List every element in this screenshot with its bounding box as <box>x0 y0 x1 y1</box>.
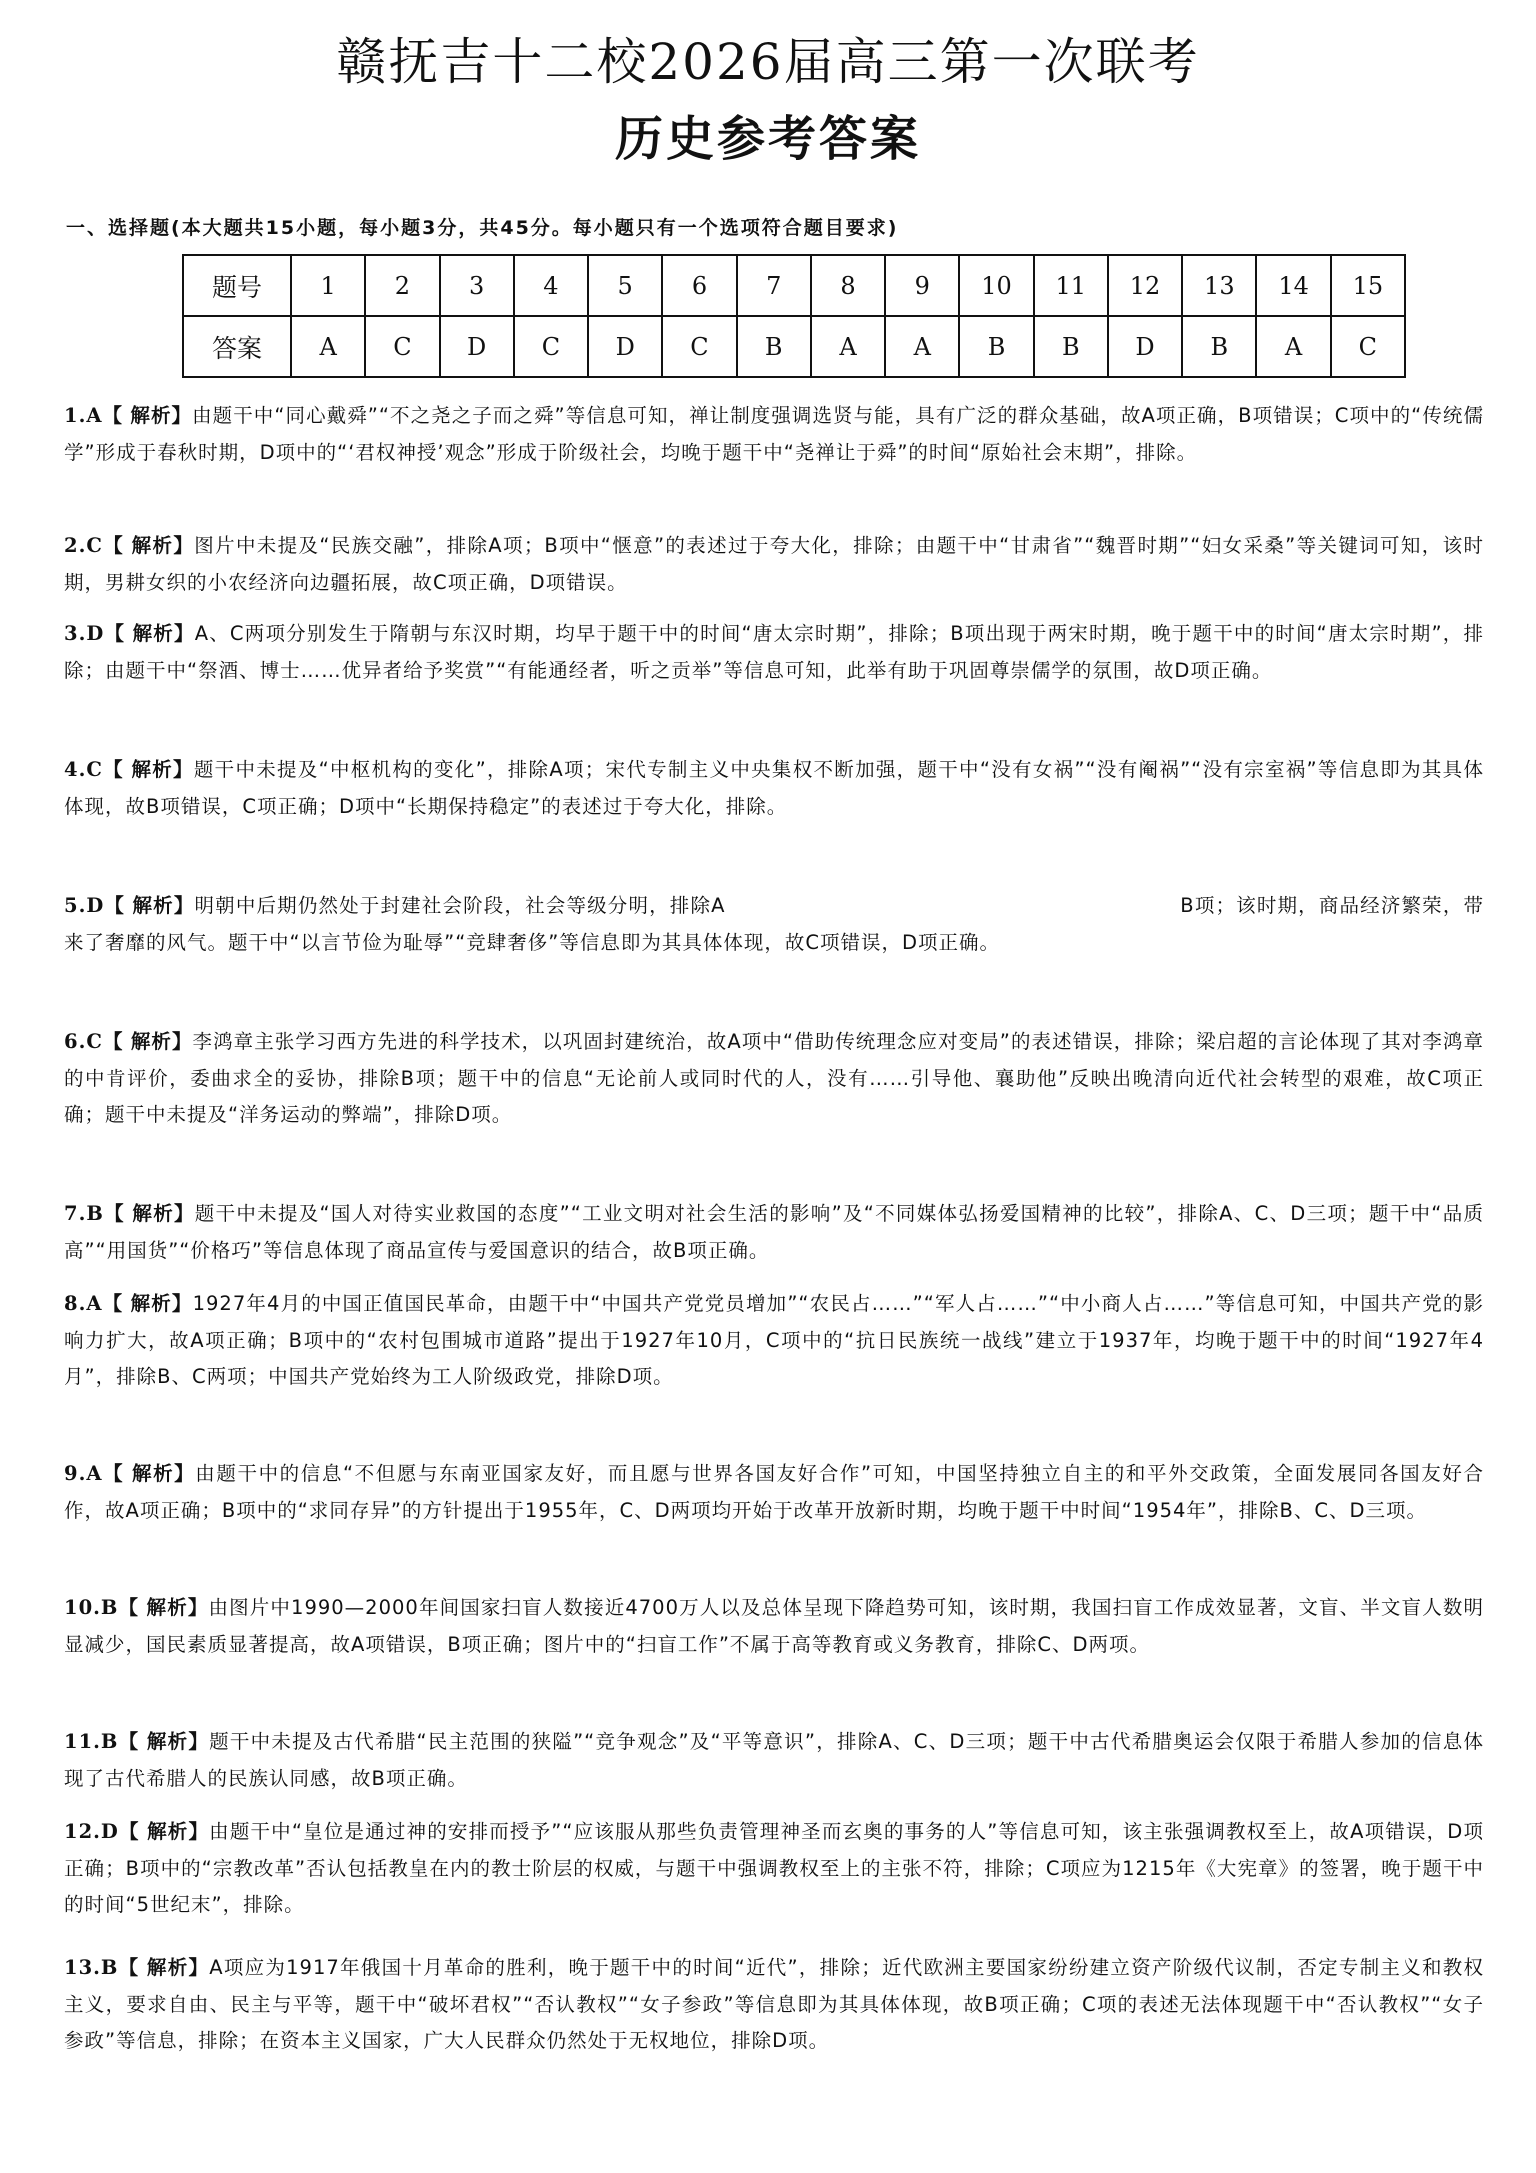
explanation-8 <box>64 1286 1484 1396</box>
exam-subtitle: 历史参考答案 <box>614 111 921 167</box>
explanation-tag: 解析】 <box>130 1030 193 1053</box>
explanation-11 <box>64 1724 1484 1797</box>
explanation-2 <box>64 528 1484 601</box>
explanation-number: 13.B【 <box>64 1956 140 1979</box>
question-number-cell: 9 <box>885 255 959 316</box>
explanation-number: 5.D【 <box>64 894 126 917</box>
explanation-tag: 解析】 <box>132 894 195 917</box>
answer-cell: B <box>1034 316 1108 377</box>
explanation-tag: 解析】 <box>146 1596 209 1619</box>
explanation-3 <box>64 616 1484 689</box>
explanation-text: 明朝中后期仍然处于封建社会阶段，社会等级分明，排除A B项；该时期，商品经济繁荣，带来了奢靡的风气。题干中“以言节俭为耻辱”“竞肆奢侈”等信息即为其具体体现，故C项错误，D项正确。 <box>64 894 1484 954</box>
answer-cell: D <box>1108 316 1182 377</box>
explanation-number: 9.A【 <box>64 1462 125 1485</box>
explanation-number: 7.B【 <box>64 1202 125 1225</box>
explanation-4 <box>64 752 1484 825</box>
answer-cell: A <box>885 316 959 377</box>
explanation-text: 由题干中“皇位是通过神的安排而授予”“应该服从那些负责管理神圣而玄奥的事务的人”等信息可知，该主张强调教权至上，故A项错误，D项正确；B项中的“宗教改革”否认包括教皇在内的教士阶层的权威，与题干中强调教权至上的主张不符，排除；C项应为1215年《大宪章》的签署，晚于题干中的时间“5世纪末”，排除。 <box>64 1820 1485 1916</box>
answer-cell: C <box>365 316 439 377</box>
question-number-cell: 3 <box>440 255 514 316</box>
explanation-tag: 解析】 <box>146 1730 210 1753</box>
explanation-text: 题干中未提及“中枢机构的变化”，排除A项；宋代专制主义中央集权不断加强，题干中“没有女祸”“没有阉祸”“没有宗室祸”等信息即为其具体体现，故B项错误，C项正确；D项中“长期保持稳定”的表述过于夸大化，排除。 <box>64 758 1484 818</box>
answer-cell: B <box>737 316 811 377</box>
explanation-text: 题干中未提及“国人对待实业救国的态度”“工业文明对社会生活的影响”及“不同媒体弘扬爱国精神的比较”，排除A、C、D三项；题干中“品质高”“用国货”“价格巧”等信息体现了商品宣传与爱国意识的结合，故B项正确。 <box>64 1202 1484 1262</box>
question-number-cell: 5 <box>588 255 662 316</box>
question-number-cell: 15 <box>1331 255 1405 316</box>
answer-cell: A <box>811 316 885 377</box>
question-number-cell: 7 <box>737 255 811 316</box>
explanation-number: 2.C【 <box>64 534 125 557</box>
explanation-1 <box>64 398 1484 471</box>
answer-cell: B <box>959 316 1033 377</box>
explanation-13 <box>64 1950 1484 2060</box>
row-label-question: 题号 <box>183 255 291 316</box>
explanation-number: 12.D【 <box>64 1820 140 1843</box>
explanation-text: 图片中未提及“民族交融”，排除A项；B项中“惬意”的表述过于夸大化，排除；由题干中“甘肃省”“魏晋时期”“妇女采桑”等关键词可知，该时期，男耕女织的小农经济向边疆拓展，故C项正确，D项错误。 <box>64 534 1484 594</box>
explanation-text: 1927年4月的中国正值国民革命，由题干中“中国共产党党员增加”“农民占……”“军人占……”“中小商人占……”等信息可知，中国共产党的影响力扩大，故A项正确；B项中的“农村包围城市道路”提出于1927年10月，C项中的“抗日民族统一战线”建立于1937年，均晚于题干中的时间“1927年4月”，排除B、C两项；中国共产党始终为工人阶级政党，排除D项。 <box>64 1292 1484 1388</box>
explanation-number: 4.C【 <box>64 758 124 781</box>
explanation-6 <box>64 1024 1484 1134</box>
question-number-cell: 4 <box>514 255 588 316</box>
explanation-text: 由图片中1990—2000年间国家扫盲人数接近4700万人以及总体呈现下降趋势可知，该时期，我国扫盲工作成效显著，文盲、半文盲人数明显减少，国民素质显著提高，故A项错误，B项正确；图片中的“扫盲工作”不属于高等教育或义务教育，排除C、D两项。 <box>64 1596 1484 1656</box>
explanation-text: 题干中未提及古代希腊“民主范围的狭隘”“竞争观念”及“平等意识”，排除A、C、D三项；题干中古代希腊奥运会仅限于希腊人参加的信息体现了古代希腊人的民族认同感，故B项正确。 <box>64 1730 1484 1790</box>
explanation-number: 6.C【 <box>64 1030 124 1053</box>
explanation-12 <box>64 1814 1484 1924</box>
question-number-cell: 1 <box>291 255 365 316</box>
explanation-text: A项应为1917年俄国十月革命的胜利，晚于题干中的时间“近代”，排除；近代欧洲主要国家纷纷建立资产阶级代议制，否定专制主义和教权主义，要求自由、民主与平等，题干中“破坏君权”“否认教权”“女子参政”等信息即为其具体体现，故B项正确；C项的表述无法体现题干中“否认教权”“女子参政”等信息，排除；在资本主义国家，广大人民群众仍然处于无权地位，排除D项。 <box>64 1956 1484 2052</box>
question-number-cell: 12 <box>1108 255 1182 316</box>
explanation-9 <box>64 1456 1484 1529</box>
question-number-cell: 14 <box>1256 255 1330 316</box>
answer-cell: C <box>662 316 736 377</box>
explanation-10 <box>64 1590 1484 1663</box>
explanation-tag: 解析】 <box>146 1956 210 1979</box>
answer-cell: A <box>1256 316 1330 377</box>
question-number-cell: 6 <box>662 255 736 316</box>
explanation-5 <box>64 888 1484 961</box>
answer-table <box>182 254 1406 378</box>
question-number-row <box>183 255 1405 316</box>
explanation-text: 由题干中的信息“不但愿与东南亚国家友好，而且愿与世界各国友好合作”可知，中国坚持独立自主的和平外交政策，全面发展同各国友好合作，故A项正确；B项中的“求同存异”的方针提出于1955年，C、D两项均开始于改革开放新时期，均晚于题干中时间“1954年”，排除B、C、D三项。 <box>64 1462 1484 1522</box>
explanation-tag: 解析】 <box>132 622 195 645</box>
explanation-text: 由题干中“同心戴舜”“不之尧之子而之舜”等信息可知，禅让制度强调选贤与能，具有广泛的群众基础，故A项正确，B项错误；C项中的“传统儒学”形成于春秋时期，D项中的“‘君权神授’观念”形成于阶级社会，均晚于题干中“尧禅让于舜”的时间“原始社会末期”，排除。 <box>64 404 1484 464</box>
explanation-tag: 解析】 <box>131 758 194 781</box>
explanation-text: A、C两项分别发生于隋朝与东汉时期，均早于题干中的时间“唐太宗时期”，排除；B项出现于两宋时期，晚于题干中的时间“唐太宗时期”，排除；由题干中“祭酒、博士……优异者给予奖赏”“有能通经者，听之贡举”等信息可知，此举有助于巩固尊崇儒学的氛围，故D项正确。 <box>64 622 1484 682</box>
row-label-answer: 答案 <box>183 316 291 377</box>
question-number-cell: 2 <box>365 255 439 316</box>
explanation-7 <box>64 1196 1484 1269</box>
answer-cell: C <box>514 316 588 377</box>
exam-title: 赣抚吉十二校2026届高三第一次联考 <box>336 33 1200 91</box>
explanation-tag: 解析】 <box>130 1292 193 1315</box>
explanation-tag: 解析】 <box>131 1462 196 1485</box>
explanation-tag: 解析】 <box>131 534 195 557</box>
answer-cell: D <box>440 316 514 377</box>
question-number-cell: 8 <box>811 255 885 316</box>
question-number-cell: 10 <box>959 255 1033 316</box>
answer-cell: D <box>588 316 662 377</box>
section-one-heading: 一、选择题(本大题共15小题，每小题3分，共45分。每小题只有一个选项符合题目要求) <box>66 217 899 239</box>
explanation-text: 李鸿章主张学习西方先进的科学技术，以巩固封建统治，故A项中“借助传统理念应对变局”的表述错误，排除；梁启超的言论体现了其对李鸿章的中肯评价，委曲求全的妥协，排除B项；题干中的信息“无论前人或同时代的人，没有……引导他、襄助他”反映出晚清向近代社会转型的艰难，故C项正确；题干中未提及“洋务运动的弊端”，排除D项。 <box>64 1030 1484 1126</box>
explanation-number: 8.A【 <box>64 1292 124 1315</box>
explanation-number: 10.B【 <box>64 1596 140 1619</box>
question-number-cell: 13 <box>1182 255 1256 316</box>
explanation-number: 3.D【 <box>64 622 126 645</box>
explanation-number: 1.A【 <box>64 404 124 427</box>
answer-cell: C <box>1331 316 1405 377</box>
explanation-tag: 解析】 <box>132 1202 195 1225</box>
answer-cell: B <box>1182 316 1256 377</box>
answer-row <box>183 316 1405 377</box>
explanation-number: 11.B【 <box>64 1730 140 1753</box>
answer-cell: A <box>291 316 365 377</box>
explanation-tag: 解析】 <box>147 1820 210 1843</box>
explanation-tag: 解析】 <box>130 404 193 427</box>
question-number-cell: 11 <box>1034 255 1108 316</box>
